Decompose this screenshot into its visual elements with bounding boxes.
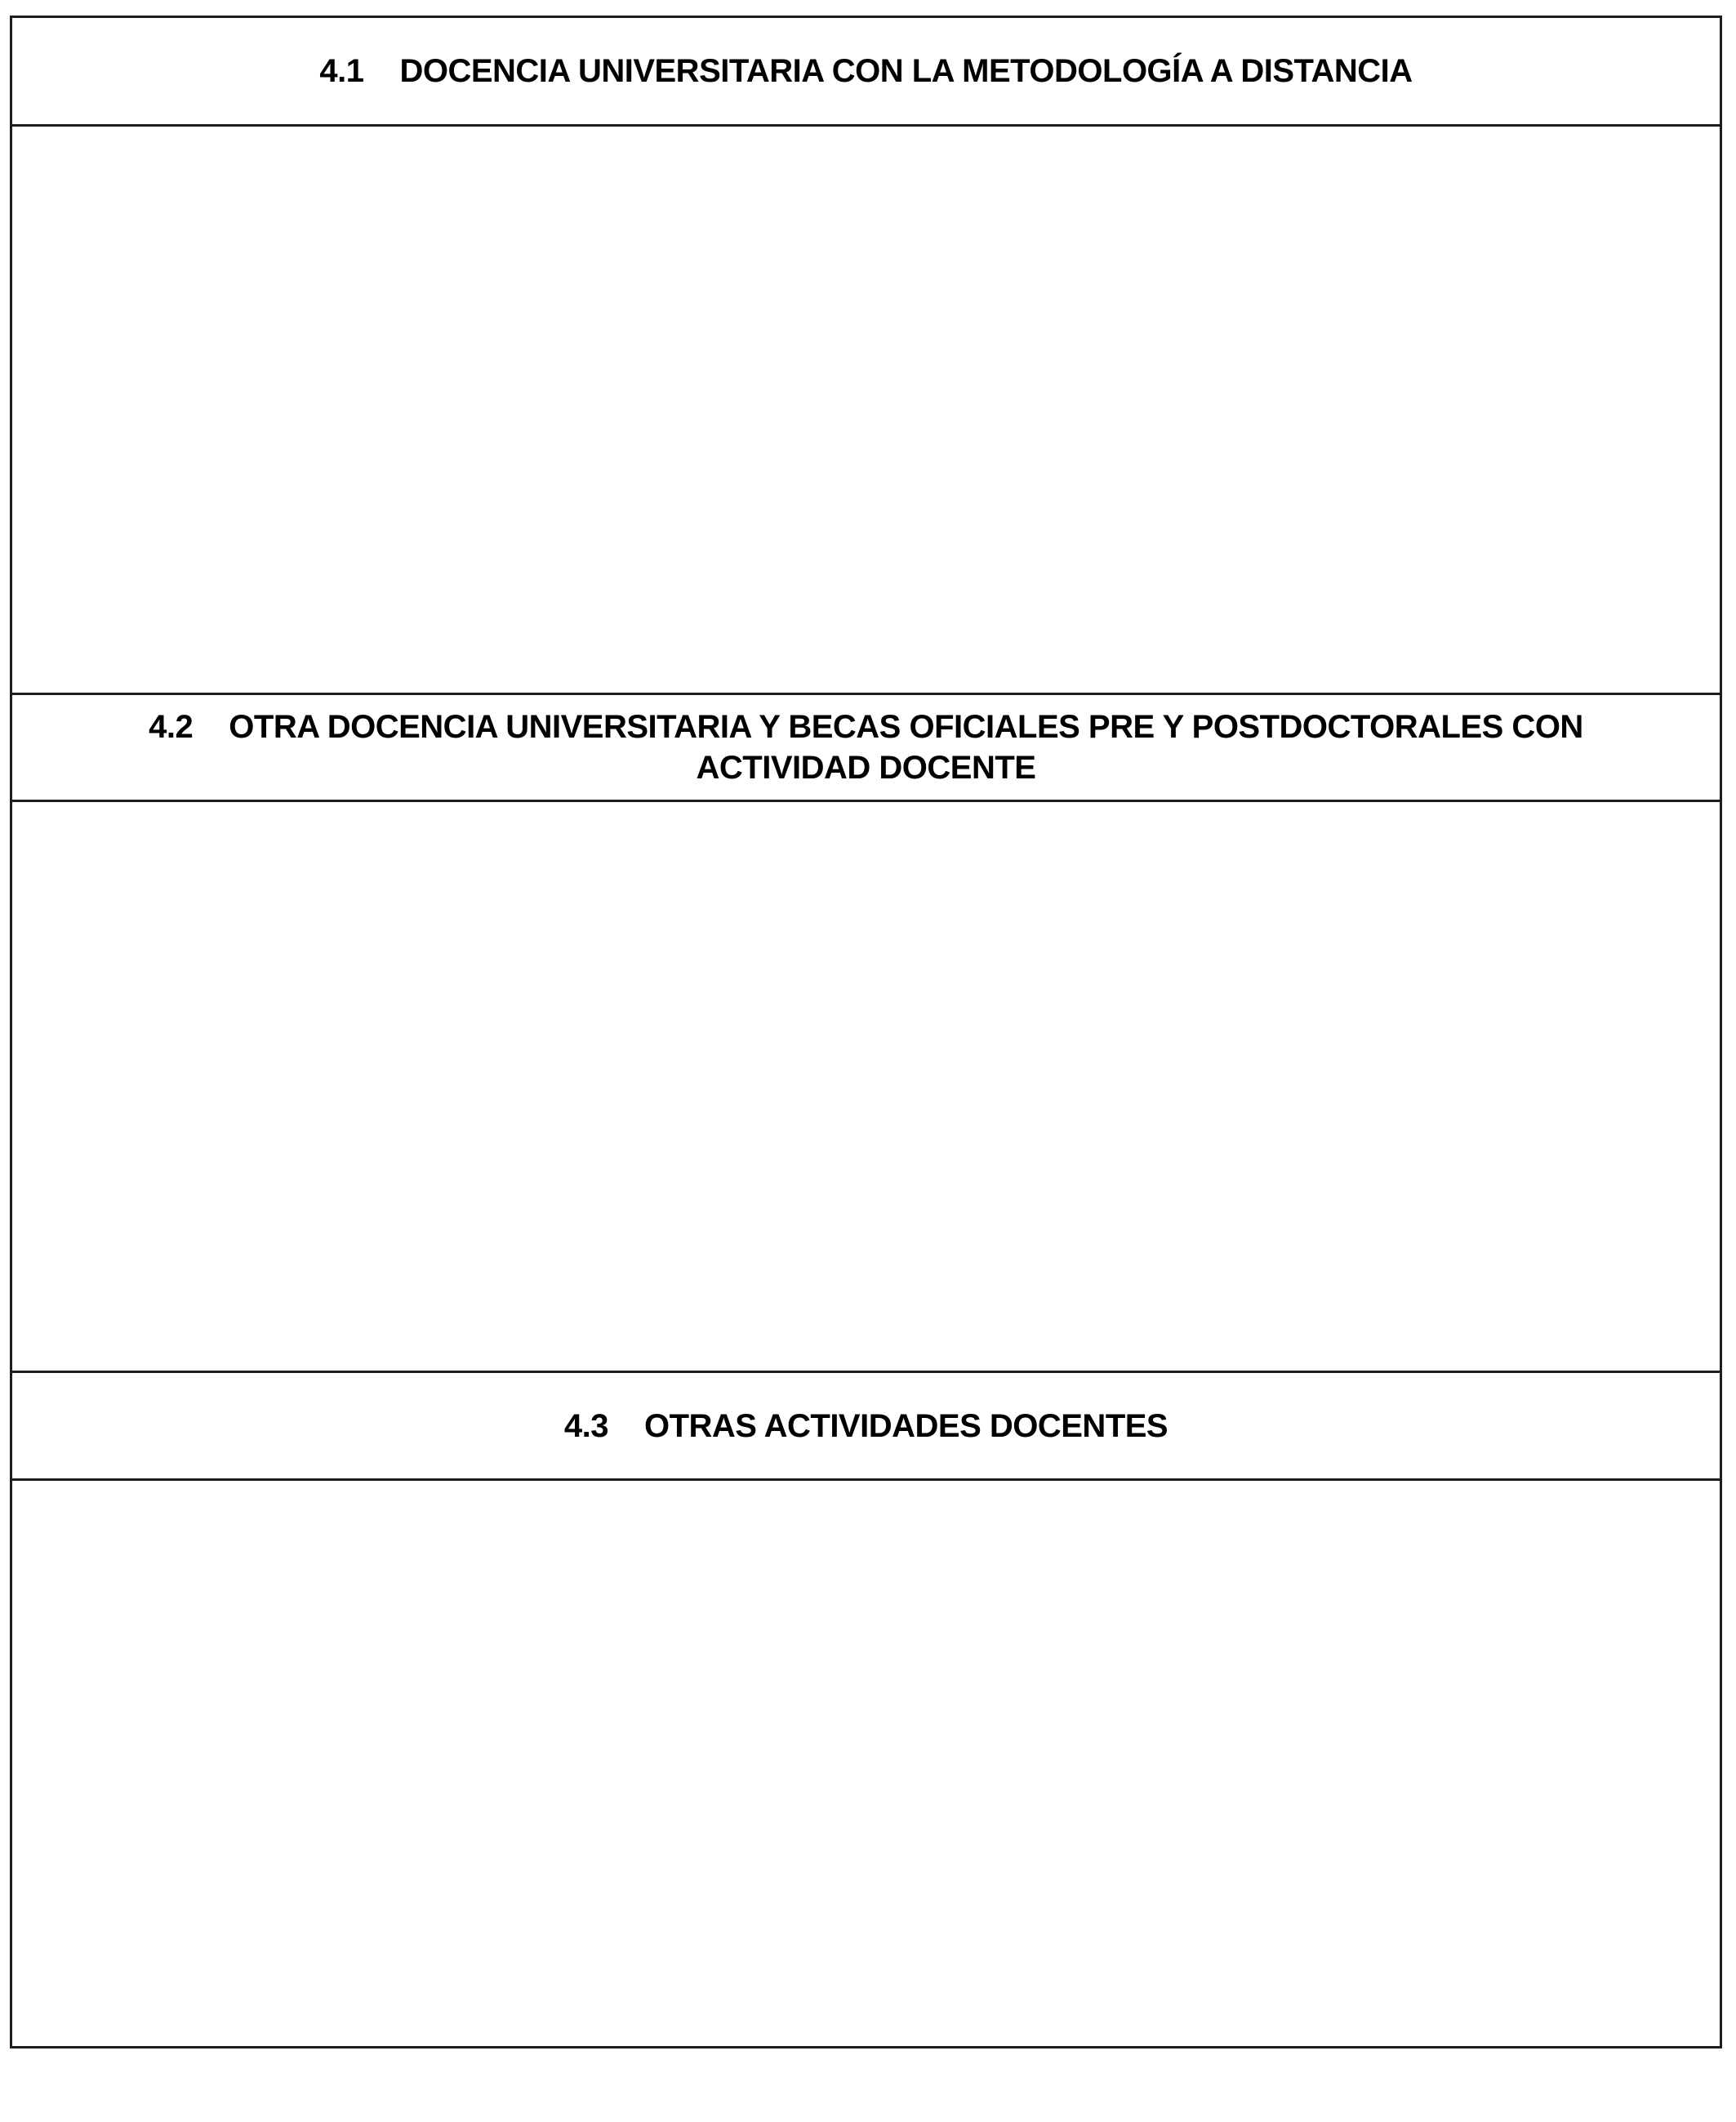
section-4-1-title-text: DOCENCIA UNIVERSITARIA CON LA METODOLOGÍA A DISTANCIA bbox=[399, 53, 1413, 89]
section-4-2-header bbox=[12, 695, 1720, 802]
section-4-3-title bbox=[515, 1406, 1217, 1447]
section-4-3-title-text: OTRAS ACTIVIDADES DOCENTES bbox=[643, 1407, 1168, 1444]
section-4-1-number: 4.1 bbox=[319, 53, 364, 89]
section-4-2-number: 4.2 bbox=[149, 709, 194, 745]
section-4-2-title-line2: ACTIVIDAD DOCENTE bbox=[696, 750, 1036, 786]
section-4-1-title-line1 bbox=[319, 51, 1412, 91]
section-4-2-title-text: OTRA DOCENCIA UNIVERSITARIA Y BECAS OFICIALES PRE Y POSTDOCTORALES CON bbox=[229, 709, 1583, 745]
section-4-3-number: 4.3 bbox=[563, 1407, 608, 1444]
section-4-3-entry-area bbox=[12, 1481, 1720, 2046]
section-4-2-entry-area bbox=[12, 802, 1720, 1373]
section-4-2-title bbox=[100, 707, 1632, 788]
section-4-1-entry-area bbox=[12, 127, 1720, 695]
section-4-2-title-line1 bbox=[149, 707, 1583, 747]
section-4-1-header bbox=[12, 18, 1720, 127]
section-4-1-title bbox=[270, 51, 1461, 91]
form-table bbox=[10, 16, 1722, 2048]
section-4-3-header bbox=[12, 1373, 1720, 1481]
section-4-3-title-line1 bbox=[564, 1406, 1168, 1447]
